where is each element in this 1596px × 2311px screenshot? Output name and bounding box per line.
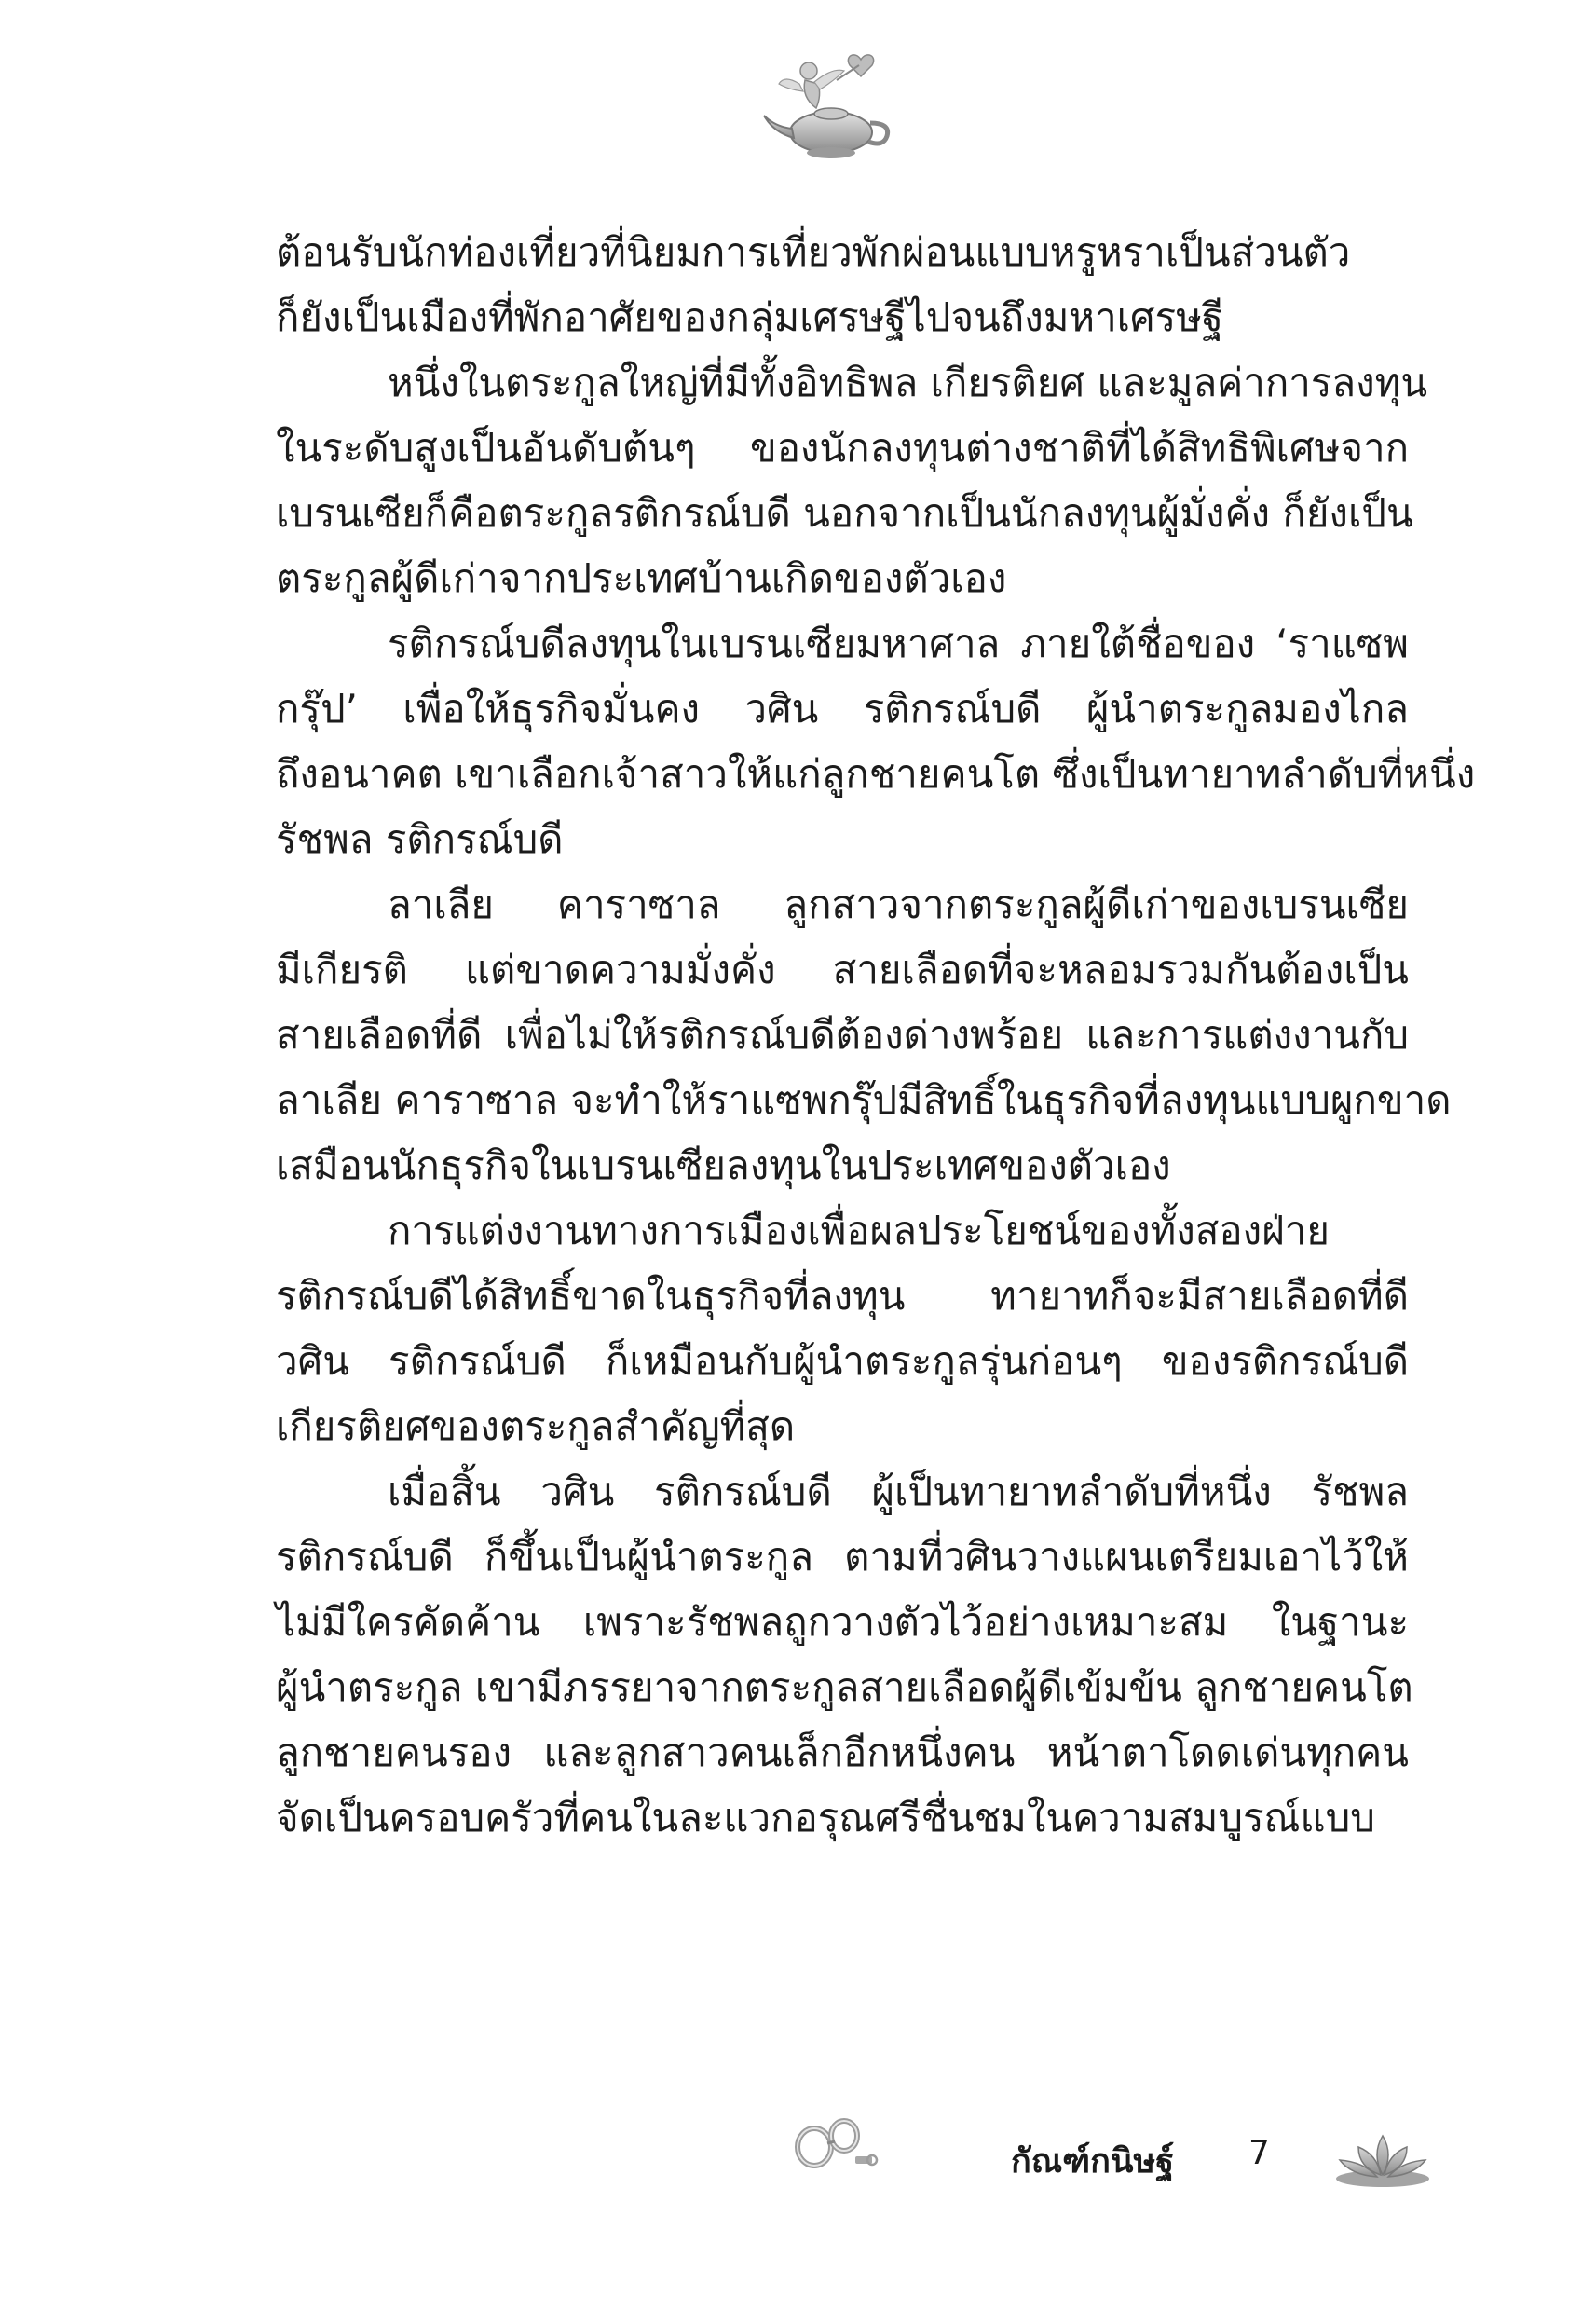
paragraph-line: เสมือนนักธุรกิจในเบรนเซียลงทุนในประเทศของตัวเอง <box>276 1142 1171 1188</box>
lotus-icon <box>1330 2130 1435 2188</box>
cupid-teapot-ornament <box>751 43 900 162</box>
paragraph-line: ก็ยังเป็นเมืองที่พักอาศัยของกลุ่มเศรษฐีไปจนถึงมหาเศรษฐี <box>276 294 1224 340</box>
paragraph-line: หนึ่งในตระกูลใหญ่ที่มีทั้งอิทธิพล เกียรติยศ และมูลค่าการลงทุน <box>388 360 1428 405</box>
paragraph-line: ลาเลีย คาราซาล จะทำให้ราแซพกรุ๊ปมีสิทธิ์ในธุรกิจที่ลงทุนแบบผูกขาด <box>276 1077 1452 1123</box>
paragraph-line: การแต่งงานทางการเมืองเพื่อผลประโยชน์ของทั้งสองฝ่าย <box>388 1208 1330 1253</box>
paragraph-line: ต้อนรับนักท่องเที่ยวที่นิยมการเที่ยวพักผ่อนแบบหรูหราเป็นส่วนตัว <box>276 229 1351 275</box>
handcuffs-icon <box>790 2115 883 2181</box>
paragraph-line: รติกรณ์บดีลงทุนในเบรนเซียมหาศาล ภายใต้ชื่อของ ‘ราแซพ <box>388 621 1409 666</box>
paragraph-line: ลูกชายคนรอง และลูกสาวคนเล็กอีกหนึ่งคน หน้าตาโดดเด่นทุกคน <box>276 1730 1409 1775</box>
paragraph-line: จัดเป็นครอบครัวที่คนในละแวกอรุณศรีชื่นชมในความสมบูรณ์แบบ <box>276 1795 1375 1840</box>
body-text <box>276 220 1476 1851</box>
page-number: 7 <box>1248 2134 1270 2172</box>
paragraph-line: รัชพล รติกรณ์บดี <box>276 816 564 862</box>
paragraph-line: เมื่อสิ้น วศิน รติกรณ์บดี ผู้เป็นทายาทลำดับที่หนึ่ง รัชพล <box>388 1469 1409 1514</box>
paragraph-line: กรุ๊ป’ เพื่อให้ธุรกิจมั่นคง วศิน รติกรณ์บดี ผู้นำตระกูลมองไกล <box>276 686 1409 732</box>
paragraph-line: รติกรณ์บดี ก็ขึ้นเป็นผู้นำตระกูล ตามที่วศินวางแผนเตรียมเอาไว้ให้ <box>276 1534 1409 1579</box>
paragraph-line: ไม่มีใครคัดค้าน เพราะรัชพลถูกวางตัวไว้อย่างเหมาะสม ในฐานะ <box>276 1599 1409 1645</box>
paragraph-line: วศิน รติกรณ์บดี ก็เหมือนกับผู้นำตระกูลรุ่นก่อนๆ ของรติกรณ์บดี <box>276 1338 1409 1384</box>
paragraph-line: ผู้นำตระกูล เขามีภรรยาจากตระกูลสายเลือดผู้ดีเข้มข้น ลูกชายคนโต <box>276 1664 1413 1710</box>
paragraph-line: เบรนเซียก็คือตระกูลรติกรณ์บดี นอกจากเป็นนักลงทุนผู้มั่งคั่ง ก็ยังเป็น <box>276 490 1413 536</box>
footer-book-title: กัณฑ์กนิษฐ์ <box>1011 2142 1175 2181</box>
paragraph-line: ในระดับสูงเป็นอันดับต้นๆ ของนักลงทุนต่างชาติที่ได้สิทธิพิเศษจาก <box>276 425 1409 471</box>
paragraph-line: ถึงอนาคต เขาเลือกเจ้าสาวให้แก่ลูกชายคนโต ซึ่งเป็นทายาทลำดับที่หนึ่ง <box>276 751 1476 797</box>
paragraph-line: สายเลือดที่ดี เพื่อไม่ให้รติกรณ์บดีต้องด่างพร้อย และการแต่งงานกับ <box>276 1012 1409 1058</box>
paragraph-line: มีเกียรติ แต่ขาดความมั่งคั่ง สายเลือดที่จะหลอมรวมกันต้องเป็น <box>276 947 1409 992</box>
paragraph-line: ลาเลีย คาราซาล ลูกสาวจากตระกูลผู้ดีเก่าของเบรนเซีย <box>388 882 1409 927</box>
paragraph-line: รติกรณ์บดีได้สิทธิ์ขาดในธุรกิจที่ลงทุน ทายาทก็จะมีสายเลือดที่ดี <box>276 1273 1409 1319</box>
paragraph-line: เกียรติยศของตระกูลสำคัญที่สุด <box>276 1403 796 1449</box>
paragraph-line: ตระกูลผู้ดีเก่าจากประเทศบ้านเกิดของตัวเอง <box>276 555 1007 601</box>
